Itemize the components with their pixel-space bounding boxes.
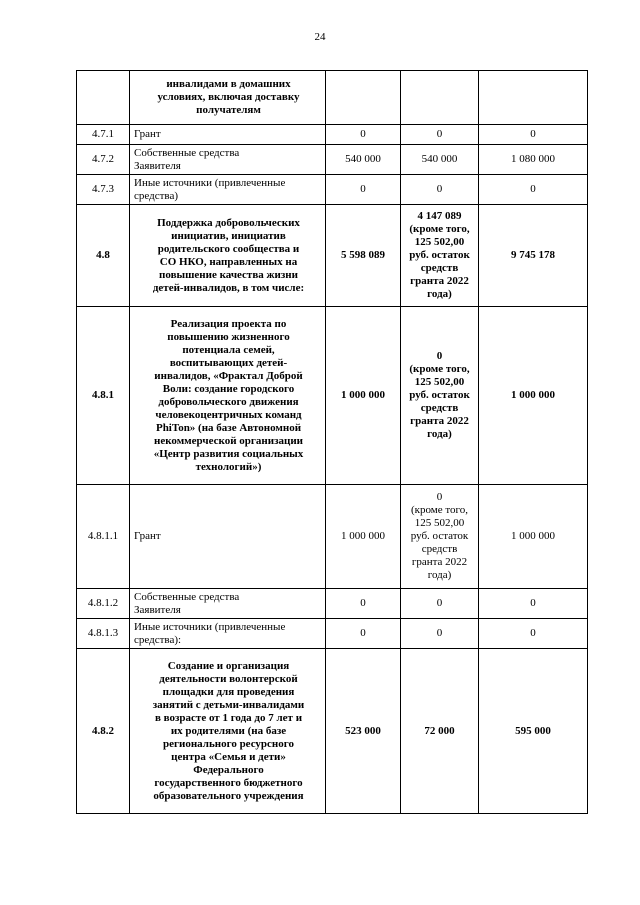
amount-total-cell-text: 1 000 000	[511, 530, 555, 542]
amount-col2-cell-text: 540 000	[421, 153, 458, 165]
amount-col1-cell-text: 523 000	[345, 724, 381, 737]
amount-total-cell	[479, 619, 588, 649]
row-number-cell	[77, 589, 130, 619]
amount-col2-cell	[401, 175, 479, 205]
amount-col2-cell	[401, 125, 479, 145]
row-number-cell-text: 4.8.1.3	[87, 627, 119, 639]
amount-total-cell-text: 0	[530, 627, 536, 639]
amount-col1-cell-text: 0	[360, 627, 366, 639]
row-name-cell-text: Поддержка добровольческих инициатив, инициатив родительского сообщества и СО НКО, направленных на повышение качества жизни детей-инвалидов, в том числе:	[152, 216, 305, 294]
row-number-cell	[77, 307, 130, 485]
row-number-cell-text: 4.8.1.1	[87, 530, 119, 542]
row-name-cell	[130, 205, 326, 307]
row-name-cell-text: Собственные средства Заявителя	[134, 146, 240, 172]
amount-col2-cell-text: 0	[436, 183, 443, 195]
amount-total-cell-text: 1 080 000	[511, 153, 555, 165]
amount-total-cell-text: 0	[530, 183, 536, 195]
table-row	[77, 619, 588, 649]
row-number-cell-text: 4.7.2	[92, 153, 114, 165]
amount-col2-cell-text: 0	[436, 597, 443, 609]
row-number-cell-text: 4.7.1	[92, 128, 114, 140]
amount-col1-cell	[326, 307, 401, 485]
row-name-cell	[130, 145, 326, 175]
table-row	[77, 589, 588, 619]
amount-col1-cell-text: 540 000	[345, 153, 381, 165]
row-name-cell	[130, 589, 326, 619]
amount-col1-cell	[326, 205, 401, 307]
amount-col1-cell	[326, 485, 401, 589]
amount-total-cell	[479, 649, 588, 814]
row-number-cell	[77, 125, 130, 145]
amount-col1-cell	[326, 71, 401, 125]
row-number-cell-text: 4.7.3	[92, 183, 114, 195]
amount-col2-cell-text: 72 000	[424, 724, 455, 737]
amount-col2-cell	[401, 649, 479, 814]
amount-col1-cell	[326, 619, 401, 649]
row-name-cell-text: Грант	[134, 128, 161, 140]
amount-col2-cell-text: 0	[436, 627, 443, 639]
row-number-cell-text: 4.8.1	[92, 389, 114, 401]
row-name-cell	[130, 175, 326, 205]
amount-total-cell-text: 0	[530, 597, 536, 609]
row-name-cell	[130, 71, 326, 125]
amount-total-cell	[479, 589, 588, 619]
table-row	[77, 175, 588, 205]
amount-col1-cell	[326, 125, 401, 145]
row-name-cell	[130, 485, 326, 589]
table-row	[77, 649, 588, 814]
row-name-cell-text: Собственные средства Заявителя	[134, 590, 240, 616]
row-name-cell-text: Создание и организация деятельности волонтерской площадки для проведения занятий с детьми-инвалидами в возрасте от 1 года до 7 лет и их родителями (на базе регионального ресурсного центра «Семья и дети» Федерального государственного бюджетного образовательного учреждения	[152, 659, 305, 802]
row-name-cell-text: Иные источники (привлеченные средства):	[134, 620, 286, 646]
row-name-cell-text: Иные источники (привлеченные средства)	[134, 176, 286, 202]
amount-total-cell	[479, 175, 588, 205]
table-row	[77, 125, 588, 145]
amount-col2-cell	[401, 485, 479, 589]
table-row	[77, 485, 588, 589]
row-name-cell-text: Грант	[134, 530, 161, 542]
table-row	[77, 307, 588, 485]
row-name-cell	[130, 649, 326, 814]
amount-col2-cell	[401, 71, 479, 125]
amount-total-cell	[479, 71, 588, 125]
page-number: 24	[314, 31, 326, 43]
row-name-cell-text: Реализация проекта по повышению жизненного потенциала семей, воспитывающих детей- инвалидов, «Фрактал Доброй Воли: создание городского добровольческого движения человекоцентричных команд PhiTon» (на базе Автономной некоммерческой организации «Центр развития социальных технологий»)	[153, 317, 304, 473]
row-number-cell	[77, 485, 130, 589]
row-number-cell-text: 4.8.1.2	[87, 597, 119, 609]
amount-total-cell	[479, 125, 588, 145]
row-number-cell	[77, 71, 130, 125]
row-name-cell	[130, 125, 326, 145]
amount-col2-cell	[401, 619, 479, 649]
table-row	[77, 145, 588, 175]
row-number-cell	[77, 175, 130, 205]
amount-total-cell-text: 595 000	[515, 724, 551, 737]
amount-col2-cell-text: 4 147 089 (кроме того, 125 502,00 руб. остаток средств гранта 2022 года)	[409, 210, 470, 300]
amount-col1-cell-text: 0	[360, 183, 366, 195]
row-name-cell	[130, 307, 326, 485]
amount-col2-cell	[401, 205, 479, 307]
amount-col2-cell	[401, 589, 479, 619]
amount-col1-cell	[326, 649, 401, 814]
amount-col1-cell-text: 5 598 089	[341, 249, 385, 261]
amount-total-cell	[479, 145, 588, 175]
amount-total-cell	[479, 485, 588, 589]
amount-total-cell-text: 9 745 178	[511, 249, 555, 261]
amount-col2-cell	[401, 145, 479, 175]
amount-col1-cell	[326, 145, 401, 175]
table-row	[77, 205, 588, 307]
row-number-cell-text: 4.8.2	[92, 724, 114, 737]
table-body	[77, 71, 588, 814]
budget-table	[76, 70, 588, 814]
amount-total-cell	[479, 205, 588, 307]
table-row	[77, 71, 588, 125]
row-name-cell	[130, 619, 326, 649]
amount-col2-cell-text: 0 (кроме того, 125 502,00 руб. остаток средств гранта 2022 года)	[409, 350, 470, 440]
amount-col2-cell-text: 0 (кроме того, 125 502,00 руб. остаток средств гранта 2022 года)	[410, 491, 469, 581]
amount-col1-cell-text: 0	[360, 128, 366, 140]
amount-col1-cell-text: 0	[360, 597, 366, 609]
amount-col2-cell-text: 0	[436, 128, 443, 140]
amount-total-cell	[479, 307, 588, 485]
row-number-cell	[77, 649, 130, 814]
row-number-cell	[77, 205, 130, 307]
amount-col1-cell	[326, 589, 401, 619]
amount-total-cell-text: 0	[530, 128, 536, 140]
row-number-cell	[77, 619, 130, 649]
amount-col1-cell-text: 1 000 000	[341, 389, 385, 401]
amount-col1-cell	[326, 175, 401, 205]
row-number-cell	[77, 145, 130, 175]
row-name-cell-text: инвалидами в домашних условиях, включая доставку получателям	[157, 78, 300, 116]
amount-total-cell-text: 1 000 000	[511, 389, 555, 401]
row-number-cell-text: 4.8	[96, 249, 110, 261]
amount-col2-cell	[401, 307, 479, 485]
amount-col1-cell-text: 1 000 000	[341, 530, 385, 542]
